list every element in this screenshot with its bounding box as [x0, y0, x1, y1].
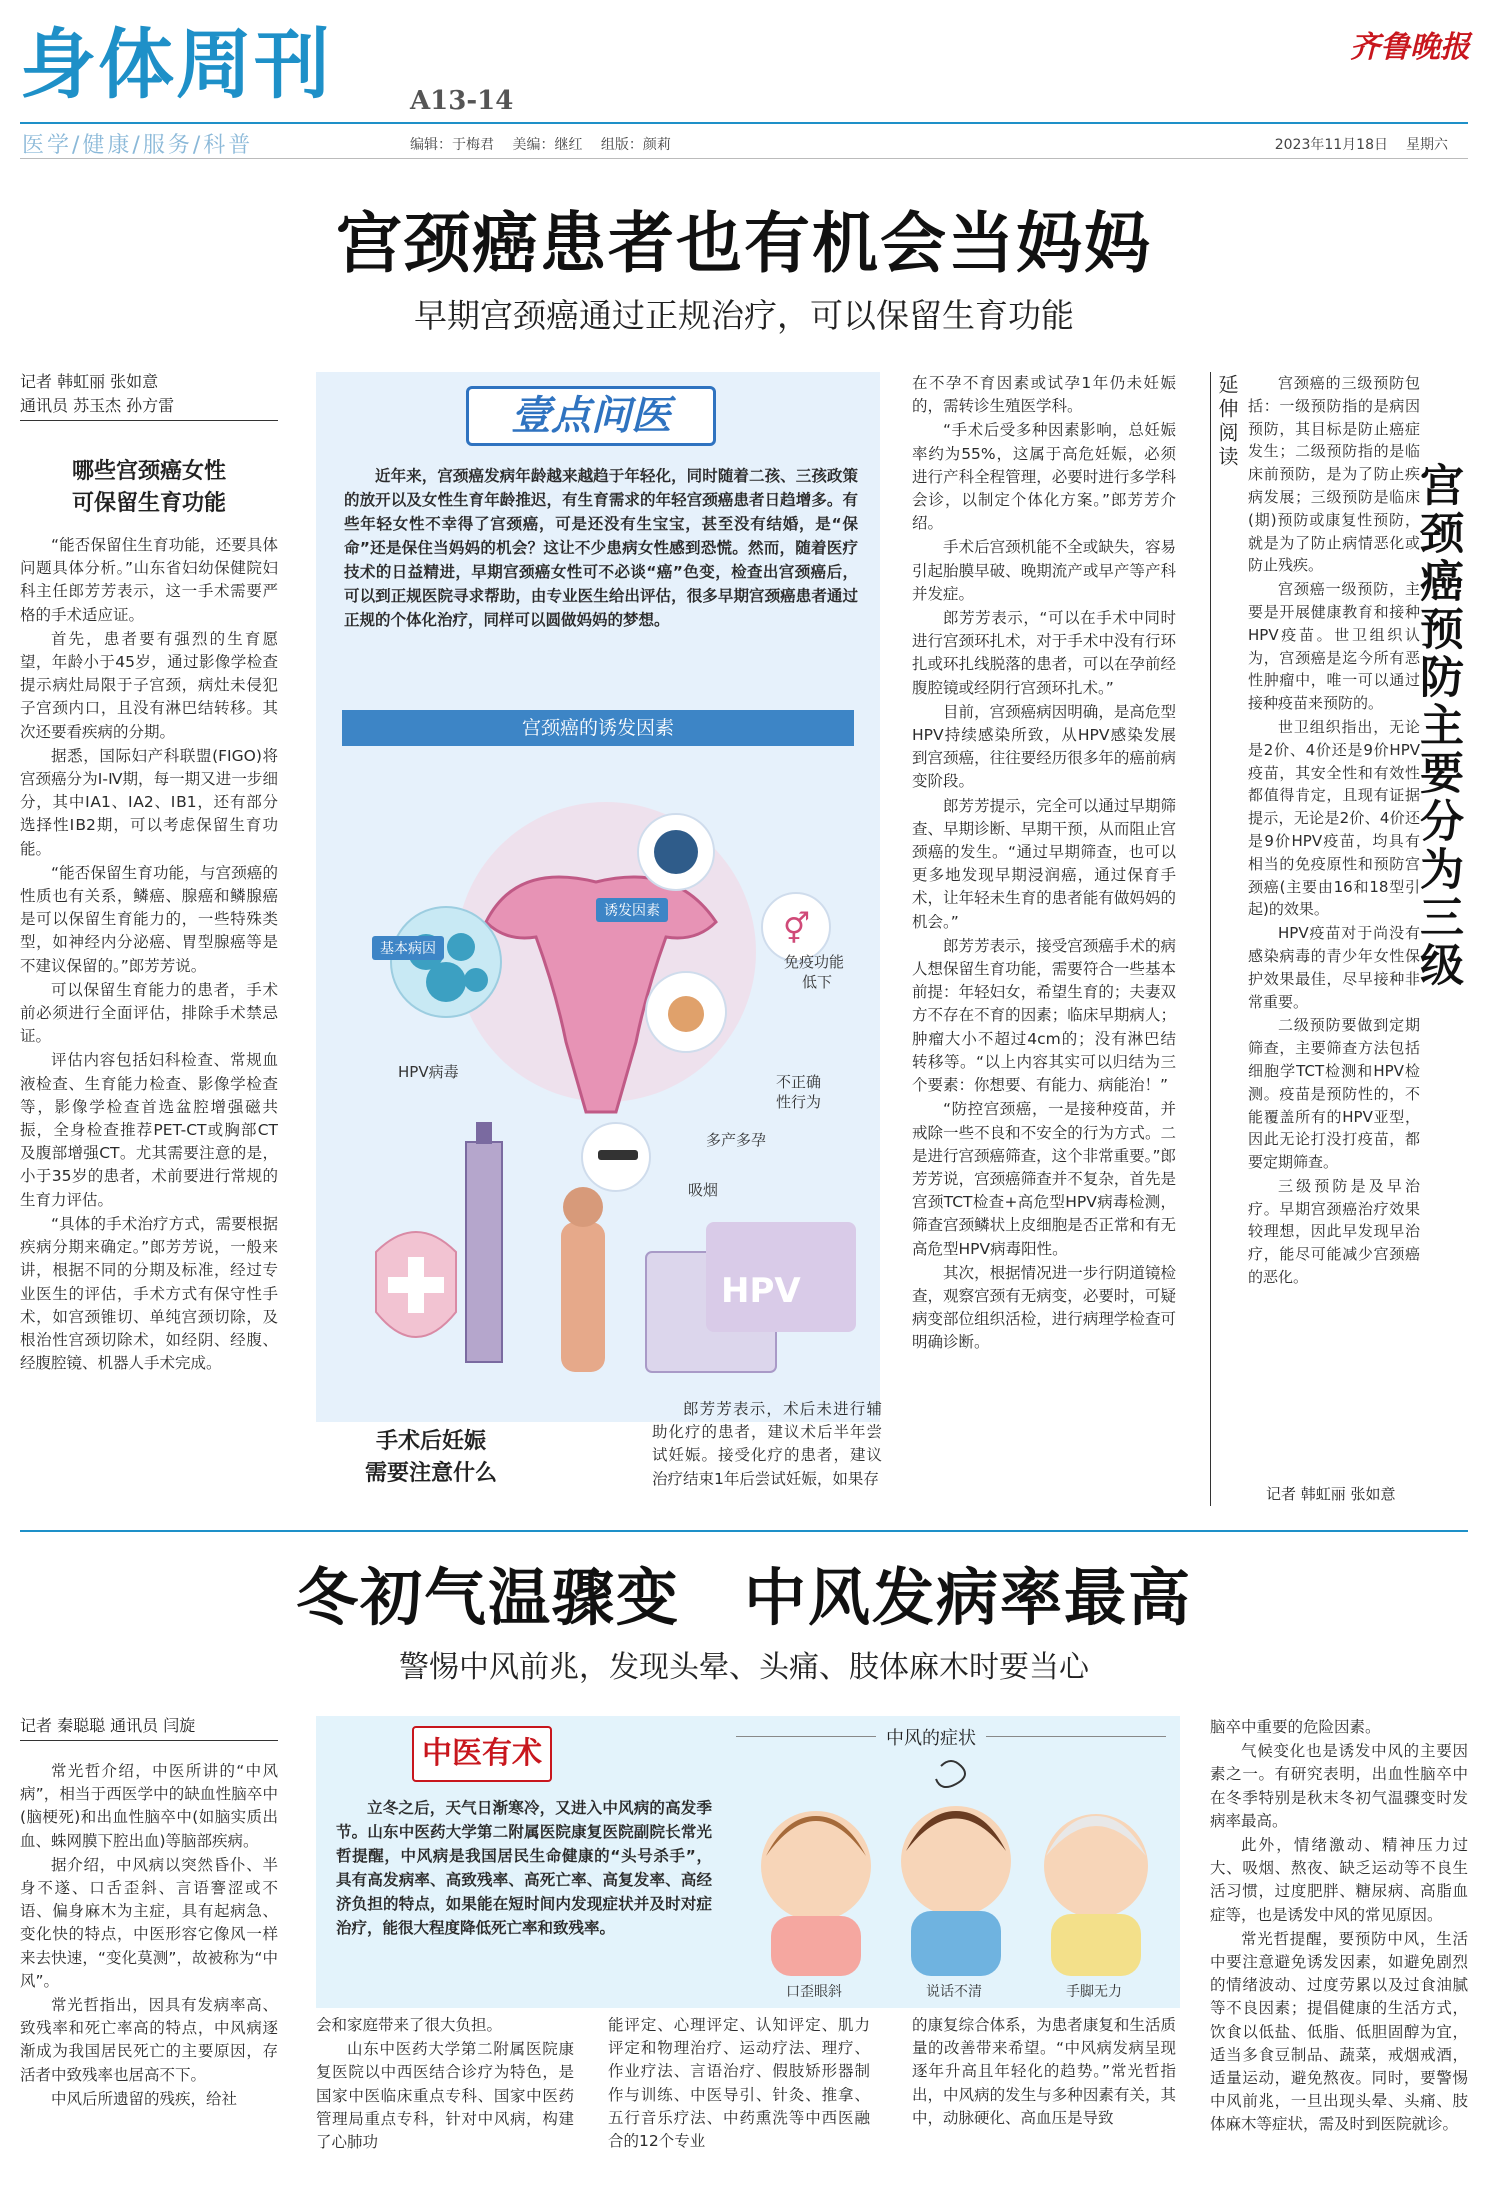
section2-title-line2: 需要注意什么 [364, 1461, 497, 1486]
paragraph: 中风后所遗留的残疾，给社 [51, 2089, 238, 2108]
paragraph: 宫颈癌的三级预防包括：一级预防指的是病因预防，其目标是防止癌症发生；二级预防指的是临床前预防，是为了防止疾病发展；三级预防是临床(期)预防或康复性预防，就是为了防止病情恶化或防止残疾。 [1248, 374, 1420, 575]
paragraph: HPV疫苗对于尚没有感染病毒的青少年女性保护效果最佳，尽早接种非常重要。 [1248, 924, 1420, 1011]
article1-headline: 宫颈癌患者也有机会当妈妈 [336, 204, 1152, 282]
panel-title-box [466, 386, 716, 446]
paragraph: “具体的手术治疗方式，需要根据疾病分期来确定。”郎芳芳说，一般来讲，根据不同的分期及标准，经过专业医生的评估，手术方式有保守性手术，如宫颈锥切、单纯宫颈切除，及根治性宫颈切除术，如经阴、经腹、经腹腔镜、机器人手术完成。 [20, 1214, 278, 1373]
paragraph: 据悉，国际妇产科联盟(FIGO)将宫颈癌分为Ⅰ-Ⅳ期，每一期又进一步细分，其中ⅠA1、ⅠA2、ⅠB1，还有部分选择性ⅠB2期，可以考虑保留生育功能。 [20, 746, 278, 858]
sidebar-rule [1210, 372, 1211, 1506]
article1-subheadline: 早期宫颈癌通过正规治疗，可以保留生育功能 [414, 296, 1074, 335]
paragraph: 此外，情绪激动、精神压力过大、吸烟、熬夜、缺乏运动等不良生活习惯，过度肥胖、糖尿病、高脂血症等，也是诱发中风的常见原因。 [1210, 1836, 1468, 1924]
article2-headline: 冬初气温骤变 中风发病率最高 [295, 1561, 1192, 1634]
section1-title-line1: 哪些宫颈癌女性 [71, 459, 226, 484]
paragraph: “能否保留生育功能，与宫颈癌的性质也有关系，鳞癌、腺癌和鳞腺癌是可以保留生育能力的，一些特殊类型，如神经内分泌癌、胃型腺癌等是不建议保留的。”郎芳芳说。 [20, 863, 278, 975]
tag-basic-cause: 基本病因 [372, 936, 444, 960]
paragraph: 气候变化也是诱发中风的主要因素之一。有研究表明，出血性脑卒中在冬季特别是秋末冬初气温骤变时发病率最高。 [1210, 1742, 1468, 1830]
article2-column1 [20, 1760, 278, 2170]
issue-date [1275, 134, 1448, 154]
date: 2023年11月18日 [1274, 137, 1388, 153]
paragraph: 手术后宫颈机能不全或缺失，容易引起胎膜早破、晚期流产或早产等产科并发症。 [912, 538, 1176, 603]
sidebar-label: 延伸阅读 [1215, 374, 1239, 470]
paragraph: 可以保留生育能力的患者，手术前必须进行全面评估，排除手术禁忌证。 [20, 980, 278, 1046]
article2-column3 [608, 2014, 870, 2170]
panel2-intro: 立冬之后，天气日渐寒冷，又进入中风病的高发季节。山东中医药大学第二附属医院康复医院副院长常光哲提醒，中风病是我国居民生命健康的“头号杀手”，具有高发病率、高致残率、高死亡率、高复发率、高经济负担的特点，如果能在短时间内发现症状并及时对症治疗，能很大程度降低死亡率和致残率。 [336, 1799, 712, 1937]
sidebar-byline: 记者 韩虹丽 张如意 [1266, 1485, 1396, 1503]
sidebar-headline: 宫颈癌预防主要分为三级 [1412, 462, 1463, 990]
paragraph: 二级预防要做到定期筛查，主要筛查方法包括细胞学TCT检测和HPV检测。疫苗是预防性的，不能覆盖所有的HPV亚型，因此无论打没打疫苗，都要定期筛查。 [1248, 1016, 1420, 1172]
paragraph: 常光哲提醒，要预防中风，生活中要注意避免诱发因素，如避免剧烈的情绪波动、过度劳累以及过食油腻等不良因素；提倡健康的生活方式，饮食以低盐、低脂、低胆固醇为宜，适当多食豆制品、蔬菜，戒烟戒酒，适量运动，避免熬夜。同时，要警惕中风前兆，一旦出现头晕、头痛、肢体麻木等症状，需及时到医院就诊。 [1210, 1929, 1468, 2134]
section-title: 身体周刊 [20, 20, 332, 109]
paragraph: 能评定、心理评定、认知评定、肌力评定和物理治疗、运动疗法、理疗、作业疗法、言语治疗、假肢矫形器制作与训练、中医导引、针灸、推拿、五行音乐疗法、中药熏洗等中西医融合的12个专业 [608, 2016, 870, 2151]
panel-intro: 近年来，宫颈癌发病年龄越来越趋于年轻化，同时随着二孩、三孩政策的放开以及女性生育年龄推迟，有生育需求的年轻宫颈癌患者日趋增多。有些年轻女性不幸得了宫颈癌，可是还没有生宝宝，甚至没有结婚，是“保命”还是保住当妈妈的机会？这让不少患病女性感到恐慌。然而，随着医疗技术的日益精进，早期宫颈癌女性可不必谈“癌”色变，检查出宫颈癌后，可以到正规医院寻求帮助，由专业医生给出评估，很多早期宫颈癌患者通过正规的个体化治疗，同样可以圆做妈妈的梦想。 [344, 467, 858, 629]
paragraph: 会和家庭带来了很大负担。 [316, 2016, 503, 2034]
article2-subheadline: 警惕中风前兆，发现头晕、头痛、肢体麻木时要当心 [399, 1650, 1089, 1685]
article2-column2 [316, 2014, 574, 2170]
label-immune-1: 免疫功能 [784, 953, 845, 971]
symptom-3: 手脚无力 [1066, 1984, 1122, 2000]
paragraph: 评估内容包括妇科检查、常规血液检查、生育能力检查、影像学检查等，影像学检查首选盆腔增强磁共振，全身检查推荐PET-CT或胸部CT及腹部增强CT。尤其需要注意的是，小于35岁的患者，术前要进行常规的生育力评估。 [20, 1051, 278, 1209]
panel-title: 壹点问医 [511, 393, 671, 439]
paragraph: 郎芳芳表示，术后未进行辅助化疗的患者，建议术后半年尝试妊娠。接受化疗的患者，建议治疗结束1年后尝试妊娠，如果存 [652, 1400, 882, 1488]
label-behavior-2: 性行为 [776, 1093, 822, 1111]
paragraph: 郎芳芳表示，“可以在手术中同时进行宫颈环扎术，对于手术中没有行环扎或环扎线脱落的患者，可以在孕前经腹腔镜或经阴行宫颈环扎术。” [912, 609, 1176, 697]
paragraph: 三级预防是及早治疗。早期宫颈癌治疗效果较理想，因此早发现早治疗，能尽可能减少宫颈癌的恶化。 [1248, 1176, 1420, 1287]
paragraph: 首先，患者要有强烈的生育愿望，年龄小于45岁，通过影像学检查提示病灶局限于子宫颈，病灶未侵犯子宫颈内口，且没有淋巴结转移。其次还要看疾病的分期。 [20, 629, 278, 741]
label-smoking: 吸烟 [688, 1181, 719, 1199]
article2-column4 [912, 2014, 1176, 2170]
section-divider [20, 1530, 1468, 1532]
paragraph: 脑卒中重要的危险因素。 [1210, 1718, 1381, 1736]
article1-byline-reporters: 记者 韩虹丽 张如意 [20, 372, 159, 391]
article1-byline-correspondents: 通讯员 苏玉杰 孙方雷 [20, 396, 175, 415]
paragraph: “能否保留住生育功能，还要具体问题具体分析。”山东省妇幼保健院妇科主任郎芳芳表示，这一手术需要严格的手术适应证。 [20, 536, 278, 624]
byline-rule [20, 420, 278, 421]
paragraph: “手术后受多种因素影响，总妊娠率约为55%，这属于高危妊娠，必须进行产科全程管理，必要时进行多学科会诊，以制定个体化方案。”郎芳芳介绍。 [912, 421, 1176, 533]
symptom-1: 口歪眼斜 [786, 1984, 842, 2000]
paragraph: 世卫组织指出，无论是2价、4价还是9价HPV疫苗，其安全性和有效性都值得肯定，且现有证据提示，无论是2价、4价还是9价HPV疫苗，均具有相当的免疫原性和预防宫颈癌(主要由16和18型引起)的效果。 [1248, 717, 1420, 919]
symptom-2: 说话不清 [926, 1984, 982, 2000]
masthead-rule-thin [20, 158, 1468, 159]
art-editor: 美编：继红 [512, 137, 583, 153]
label-behavior-1: 不正确 [776, 1073, 822, 1091]
symptom-title: 中风的症状 [876, 1724, 986, 1750]
article1-column2 [652, 1398, 882, 1494]
paragraph: 郎芳芳表示，接受宫颈癌手术的病人想保留生育功能，需要符合一些基本前提：年轻妇女，希望生育的；夫妻双方不存在不育的因素；临床早期病人；肿瘤大小不超过4cm的；没有淋巴结转移等。“以上内容其实可以归结为三个要素：你想要、有能力、病能治！” [912, 936, 1176, 1095]
label-multi: 多产多孕 [706, 1131, 767, 1149]
paragraph: 目前，宫颈癌病因明确，是高危型HPV持续感染所致，从HPV感染发展到宫颈癌，往往要经历很多年的癌前病变阶段。 [912, 702, 1176, 791]
masthead-rule [20, 122, 1468, 124]
editor: 编辑：于梅君 [410, 137, 494, 153]
svg-text:⚥: ⚥ [783, 912, 811, 947]
article2-column5 [1210, 1716, 1468, 2170]
sidebar-body [1248, 372, 1420, 1476]
article1-column1 [20, 534, 278, 1494]
paragraph: 山东中医药大学第二附属医院康复医院以中西医结合诊疗为特色，是国家中医临床重点专科、国家中医药管理局重点专科，针对中风病，构建了心肺功 [316, 2040, 574, 2152]
article1-section2-title [316, 1426, 546, 1490]
layout-editor: 组版：颜莉 [600, 137, 671, 153]
editors-line [410, 134, 685, 154]
figure-title: 宫颈癌的诱发因素 [342, 710, 854, 746]
article1-column3 [912, 372, 1176, 1494]
paragraph: 常光哲指出，因具有发病率高、致残率和死亡率高的特点，中风病逐渐成为我国居民死亡的主要原因，存活者中致残率也居高不下。 [20, 1996, 278, 2084]
page-number: A13-14 [410, 86, 514, 116]
section-subtitle: 医学/健康/服务/科普 [22, 133, 254, 158]
paragraph: “防控宫颈癌，一是接种疫苗，并戒除一些不良和不安全的行为方式。二是进行宫颈癌筛查，这个非常重要。”郎芳芳说，宫颈癌筛查并不复杂，首先是宫颈TCT检查+高危型HPV病毒检测，筛查宫颈鳞状上皮细胞是否正常和有无高危型HPV病毒阳性。 [912, 1100, 1176, 1258]
article2-byline: 记者 秦聪聪 通讯员 闫旋 [20, 1716, 196, 1735]
paragraph: 常光哲介绍，中医所讲的“中风病”，相当于西医学中的缺血性脑卒中(脑梗死)和出血性脑卒中(如脑实质出血、蛛网膜下腔出血)等脑部疾病。 [20, 1762, 278, 1850]
byline-rule-2 [20, 1740, 278, 1741]
paragraph: 据介绍，中风病以突然昏仆、半身不遂、口舌歪斜、言语謇涩或不语、偏身麻木为主症，具有起病急、变化快的特点，中医形容它像风一样来去快速，“变化莫测”，故被称为“中风”。 [20, 1855, 278, 1990]
stroke-symptoms-illustration [746, 1756, 1166, 1976]
panel2-title: 中医有术 [422, 1736, 542, 1771]
paragraph: 在不孕不育因素或试孕1年仍未妊娠的，需转诊生殖医学科。 [912, 374, 1176, 416]
label-hpv-virus: HPV病毒 [398, 1063, 459, 1081]
section2-title-line1: 手术后妊娠 [375, 1429, 486, 1454]
paragraph: 郎芳芳提示，完全可以通过早期筛查、早期诊断、早期干预，从而阻止宫颈癌的发生。“通过早期筛查，也可以更多地发现早期浸润癌，通过保育手术，让年轻未生育的患者能有做妈妈的机会。” [912, 796, 1176, 931]
newspaper-logo: 齐鲁晚报 [1350, 30, 1470, 65]
info-panel [316, 372, 880, 1422]
weekday: 星期六 [1406, 137, 1448, 153]
label-immune-2: 低下 [802, 973, 833, 991]
paragraph: 其次，根据情况进一步行阴道镜检查，观察宫颈有无病变，必要时，可疑病变部位组织活检，进行病理学检查可明确诊断。 [912, 1263, 1176, 1352]
panel2-title-box [412, 1726, 552, 1782]
section1-title-line2: 可保留生育功能 [71, 491, 226, 516]
article1-section1-title [20, 456, 278, 520]
paragraph: 的康复综合体系，为患者康复和生活质量的改善带来希望。“中风病发病呈现逐年升高且年轻化的趋势。”常光哲指出，中风病的发生与多种因素有关，其中，动脉硬化、高血压是导致 [912, 2016, 1176, 2127]
paragraph: 宫颈癌一级预防，主要是开展健康教育和接种HPV疫苗。世卫组织认为，宫颈癌是迄今所有恶性肿瘤中，唯一可以通过接种疫苗来预防的。 [1248, 580, 1420, 713]
tag-induce: 诱发因素 [596, 898, 668, 922]
svg-text:HPV: HPV [721, 1271, 801, 1311]
tcm-panel [316, 1716, 1180, 2008]
